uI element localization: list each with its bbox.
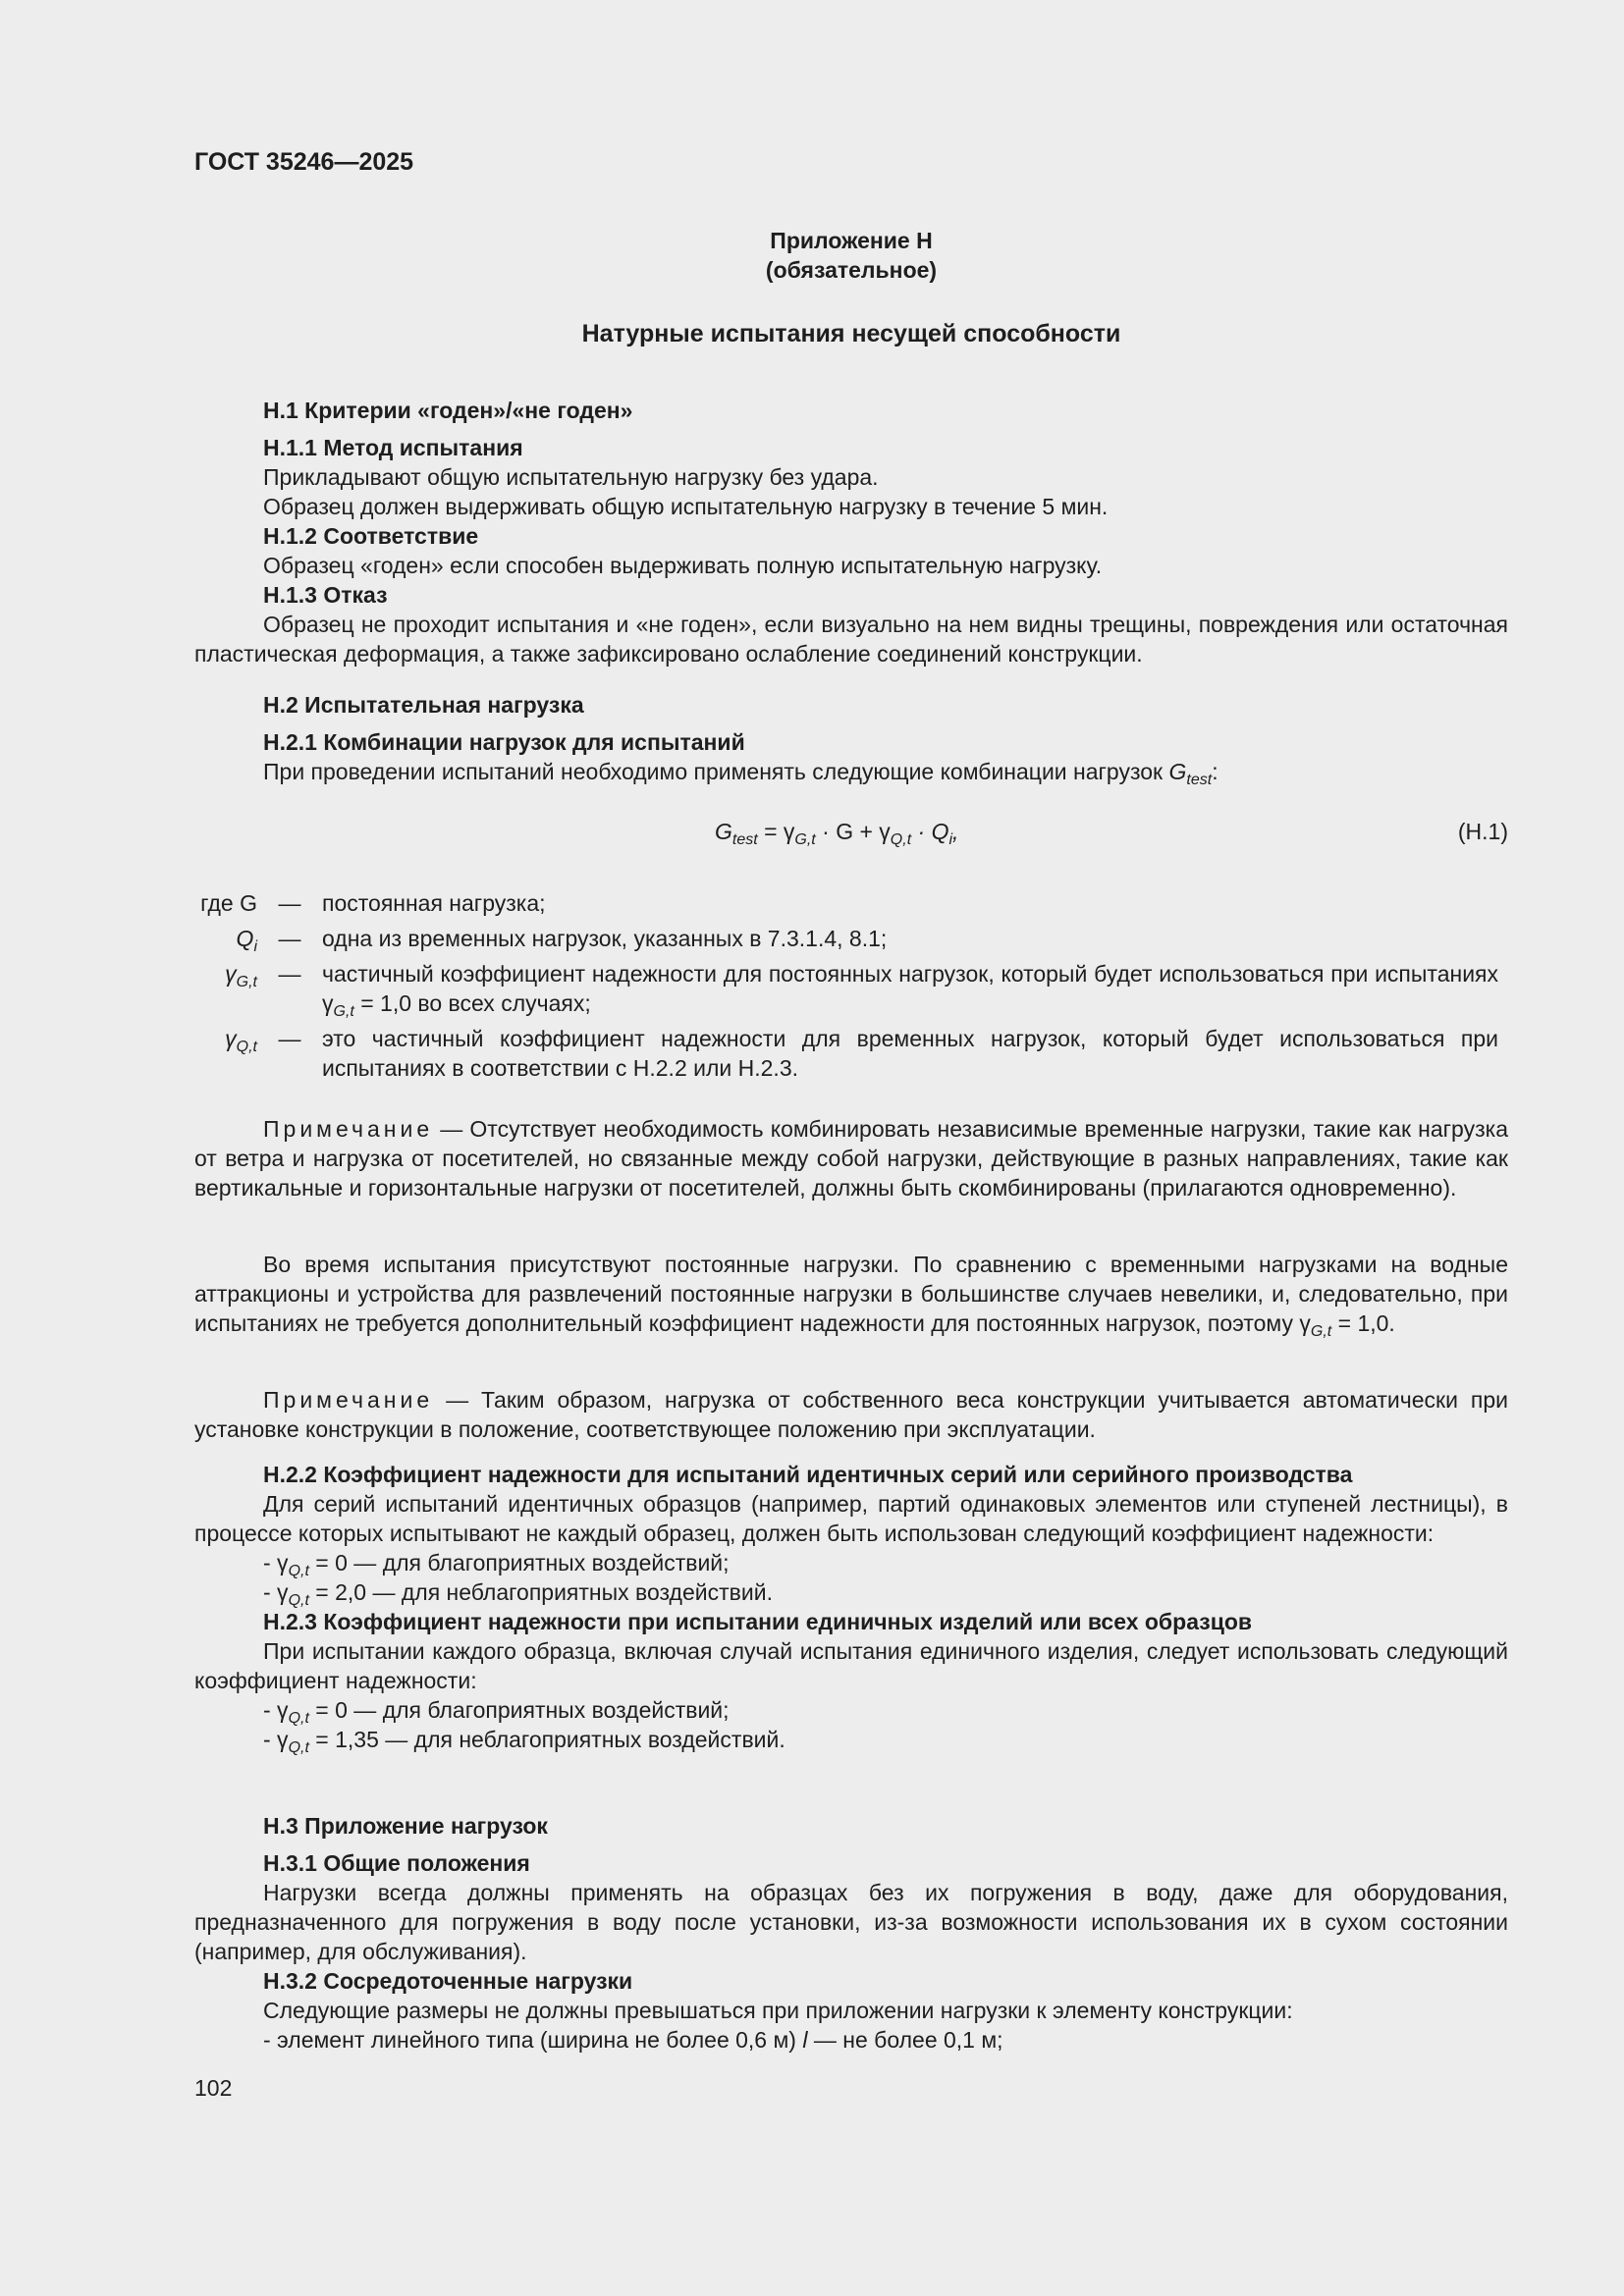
standard-number: ГОСТ 35246—2025 [194, 148, 414, 176]
appendix-name: Приложение Н [770, 228, 933, 253]
list-item: - элемент линейного типа (ширина не более 0,6 м) l — не более 0,1 м; [263, 2027, 1003, 2053]
list-item: - $\gamma_{Q,t} = 0$ — для благоприятных воздействий; [263, 1697, 730, 1727]
section-h3 [194, 1811, 1508, 2055]
formula-expression: $G_{test} = \gamma_{G,t} \cdot G + \gamma_{Q,t} \cdot Q_i$, [715, 819, 959, 848]
section-h1 [194, 396, 1508, 668]
paragraph: Образец «годен» если способен выдерживать полную испытательную нагрузку. [263, 553, 1103, 578]
list-item: - $\gamma_{Q,t} = 0$ — для благоприятных воздействий; [263, 1550, 730, 1579]
heading-h2-1: Н.2.1 Комбинации нагрузок для испытаний [263, 729, 745, 755]
paragraph: Нагрузки всегда должны применять на образцах без их погружения в воду, даже для оборудования, предназначенного для погружения в воду после установки, из-за возможности использования их в сухом состоянии (например, для обслуживания). [194, 1880, 1508, 1964]
note-1: Примечание — Отсутствует необходимость комбинировать независимые временные нагрузки, такие как нагрузка от ветра и нагрузка от посетителей, но связанные между собой нагрузки, действующие в разных направлениях, такие как вертикальные и горизонтальные нагрузки от посетителей, должны быть скомбинированы (прилагаются одновременно). [194, 1116, 1508, 1201]
section-h2 [194, 690, 1508, 786]
paragraph: Следующие размеры не должны превышаться при приложении нагрузки к элементу конструкции: [263, 1998, 1293, 2023]
appendix-heading [194, 226, 1508, 285]
legend-row: $\gamma_{Q,t}$ — это частичный коэффициент надежности для временных нагрузок, который будет использоваться при испытаниях в соответствии с Н.2.2 или Н.2.3. [225, 1026, 1498, 1081]
heading-h2-3: Н.2.3 Коэффициент надежности при испытании единичных изделий или всех образцов [263, 1609, 1253, 1634]
paragraph: Образец должен выдерживать общую испытательную нагрузку в течение 5 мин. [263, 494, 1109, 519]
heading-h3: Н.3 Приложение нагрузок [263, 1813, 548, 1839]
appendix-title: Натурные испытания несущей способности [581, 320, 1121, 347]
note-2: Примечание — Таким образом, нагрузка от собственного веса конструкции учитывается автоматически при установке конструкции в положение, соответствующее положению при эксплуатации. [194, 1387, 1508, 1442]
formula-legend [194, 888, 1508, 1089]
legend-row: $Q_i$ — одна из временных нагрузок, указанных в 7.3.1.4, 8.1; [236, 926, 888, 955]
legend-row: $\gamma_{G,t}$ — частичный коэффициент надежности для постоянных нагрузок, который будет использоваться при испытаниях $\gamma_{G,t} = 1,0$ во всех случаях; [225, 961, 1498, 1020]
list-item: - $\gamma_{Q,t} = 2,0$ — для неблагоприятных воздействий. [263, 1579, 773, 1609]
legend-row: где G — постоянная нагрузка; [200, 890, 546, 916]
heading-h2-2: Н.2.2 Коэффициент надежности для испытаний идентичных серий или серийного производства [263, 1462, 1353, 1487]
paragraph: При испытании каждого образца, включая случай испытания единичного изделия, следует использовать следующий коэффициент надежности: [194, 1638, 1508, 1693]
heading-h3-2: Н.3.2 Сосредоточенные нагрузки [263, 1968, 633, 1994]
paragraph: Для серий испытаний идентичных образцов (например, партий одинаковых элементов или ступеней лестницы), в процессе которых испытывают не каждый образец, должен быть использован следующий коэффициент надежности: [194, 1491, 1508, 1546]
paragraph: Образец не проходит испытания и «не годен», если визуально на нем видны трещины, повреждения или остаточная пластическая деформация, а также зафиксировано ослабление соединений конструкции. [194, 612, 1508, 667]
formula-h1 [194, 817, 1508, 852]
note-label: Примечание [263, 1387, 434, 1413]
heading-h2: Н.2 Испытательная нагрузка [263, 692, 584, 718]
section-h2-2 [194, 1460, 1508, 1754]
paragraph: Прикладывают общую испытательную нагрузку без удара. [263, 464, 879, 490]
appendix-status: (обязательное) [765, 257, 938, 283]
paragraph-permanent-loads: Во время испытания присутствуют постоянные нагрузки. По сравнению с временными нагрузками на водные аттракционы и устройства для развлечений постоянные нагрузки в большинстве случаев невелики, и, следовательно, при испытаниях не требуется дополнительный коэффициент надежности для постоянных нагрузок, поэтому $\gamma_{G,t} = 1,0$. [194, 1252, 1508, 1340]
list-item: - $\gamma_{Q,t} = 1,35$ — для неблагоприятных воздействий. [263, 1727, 785, 1756]
heading-h1-1: Н.1.1 Метод испытания [263, 435, 523, 460]
paragraph: При проведении испытаний необходимо применять следующие комбинации нагрузок $G_{test}$: [263, 759, 1218, 788]
heading-h1-2: Н.1.2 Соответствие [263, 523, 479, 549]
note-label: Примечание [263, 1116, 434, 1142]
heading-h3-1: Н.3.1 Общие положения [263, 1850, 530, 1876]
heading-h1-3: Н.1.3 Отказ [263, 582, 388, 608]
formula-number: (Н.1) [1457, 819, 1508, 844]
heading-h1: Н.1 Критерии «годен»/«не годен» [263, 398, 633, 423]
page-number: 102 [194, 2075, 233, 2101]
